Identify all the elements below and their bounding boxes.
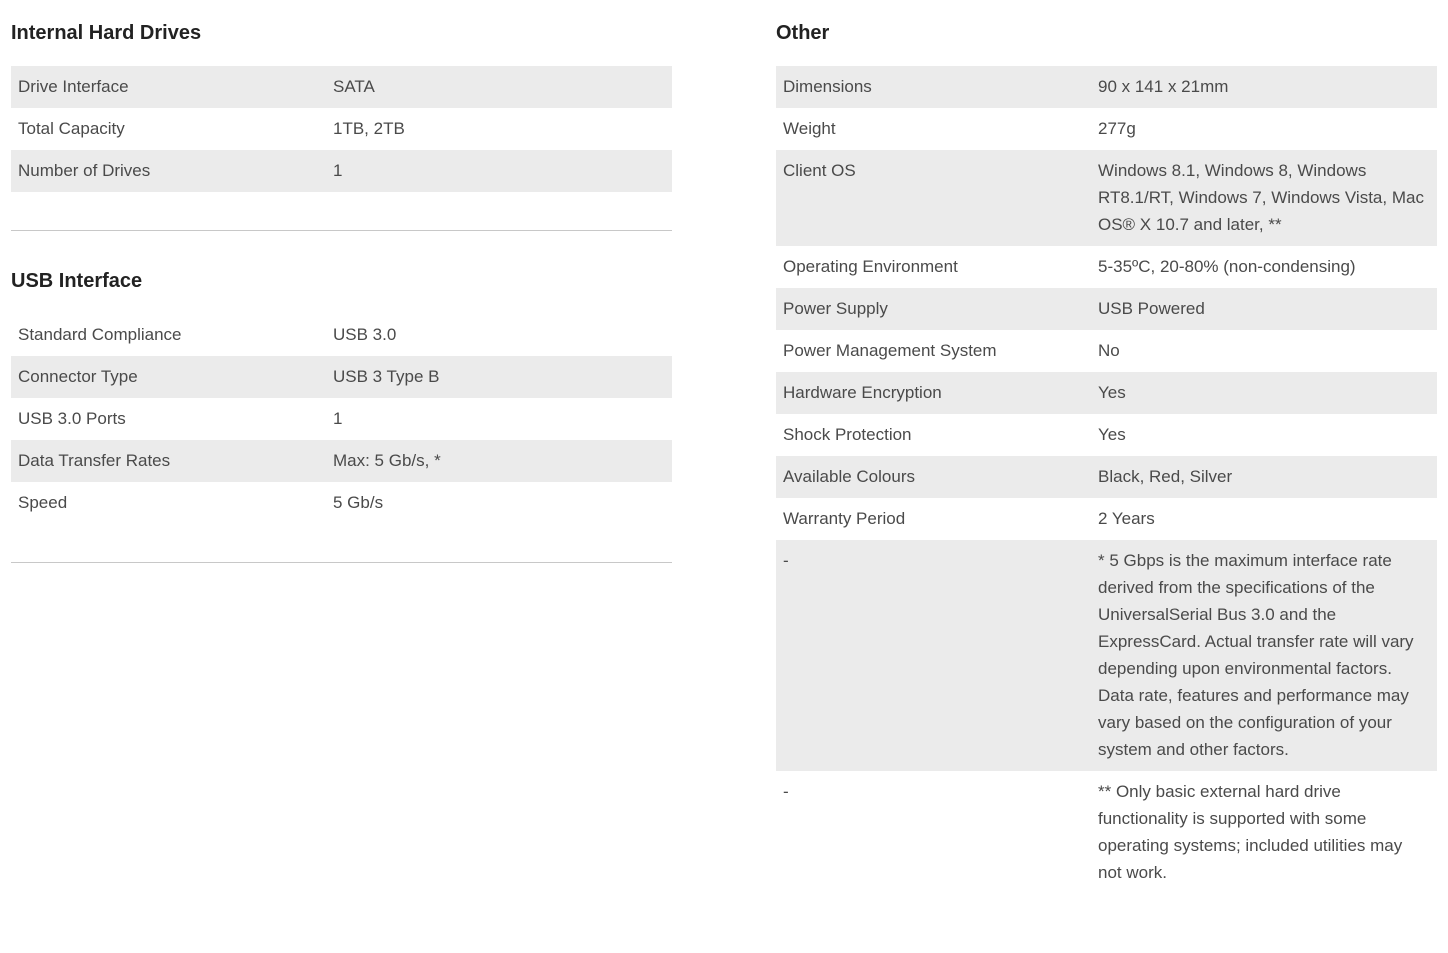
spec-row-weight <box>776 108 1437 150</box>
spec-value: No <box>1091 330 1437 372</box>
right-column <box>776 0 1437 894</box>
spec-row-footnote-2 <box>776 771 1437 894</box>
spec-row-operating-environment <box>776 246 1437 288</box>
spec-value: 5-35ºC, 20-80% (non-condensing) <box>1091 246 1437 288</box>
spec-value: Black, Red, Silver <box>1091 456 1437 498</box>
spec-label: Operating Environment <box>776 246 1091 288</box>
spec-value: 1TB, 2TB <box>326 108 672 150</box>
spec-row-total-capacity <box>11 108 672 150</box>
spec-value: * 5 Gbps is the maximum interface rate derived from the specifications of the UniversalSerial Bus 3.0 and the ExpressCard. Actual transfer rate will vary depending upon environmental factors. Data rate, features and performance may vary based on the configuration of your system and other factors. <box>1091 540 1437 771</box>
spec-value: 5 Gb/s <box>326 482 672 524</box>
spec-row-connector-type <box>11 356 672 398</box>
spec-row-footnote-1 <box>776 540 1437 771</box>
spec-value: Yes <box>1091 414 1437 456</box>
section-title-other: Other <box>776 22 830 44</box>
section-title-usb-interface: USB Interface <box>11 270 143 292</box>
spec-label: Speed <box>11 482 326 524</box>
spec-row-power-supply <box>776 288 1437 330</box>
usb-interface-table <box>11 314 672 524</box>
internal-hard-drives-table <box>11 66 672 192</box>
spec-value: USB Powered <box>1091 288 1437 330</box>
spec-label: Drive Interface <box>11 66 326 108</box>
spec-value: USB 3.0 <box>326 314 672 356</box>
spec-label: Connector Type <box>11 356 326 398</box>
spec-value: ** Only basic external hard drive functionality is supported with some operating systems; included utilities may not work. <box>1091 771 1437 894</box>
spec-value: USB 3 Type B <box>326 356 672 398</box>
spec-row-data-transfer-rates <box>11 440 672 482</box>
spec-label: Power Supply <box>776 288 1091 330</box>
spec-row-usb-ports <box>11 398 672 440</box>
spec-row-shock-protection <box>776 414 1437 456</box>
spec-label: Data Transfer Rates <box>11 440 326 482</box>
left-column <box>11 0 672 563</box>
spec-label: Power Management System <box>776 330 1091 372</box>
spec-row-power-management <box>776 330 1437 372</box>
spec-value: Windows 8.1, Windows 8, Windows RT8.1/RT, Windows 7, Windows Vista, Mac OS® X 10.7 and later, ** <box>1091 150 1437 246</box>
spec-value: 1 <box>326 150 672 192</box>
spec-label: Standard Compliance <box>11 314 326 356</box>
spec-label: Warranty Period <box>776 498 1091 540</box>
spec-label: Total Capacity <box>11 108 326 150</box>
spec-label: Shock Protection <box>776 414 1091 456</box>
other-specs-table <box>776 66 1437 894</box>
spec-row-hardware-encryption <box>776 372 1437 414</box>
spec-label: Number of Drives <box>11 150 326 192</box>
spec-row-standard-compliance <box>11 314 672 356</box>
spec-row-available-colours <box>776 456 1437 498</box>
section-divider <box>11 230 672 231</box>
spec-row-dimensions <box>776 66 1437 108</box>
spec-value: 2 Years <box>1091 498 1437 540</box>
spec-row-speed <box>11 482 672 524</box>
spec-label: Weight <box>776 108 1091 150</box>
spec-value: Yes <box>1091 372 1437 414</box>
spec-row-warranty-period <box>776 498 1437 540</box>
spec-value: 90 x 141 x 21mm <box>1091 66 1437 108</box>
spec-label: - <box>776 540 1091 771</box>
spec-label: Hardware Encryption <box>776 372 1091 414</box>
spec-row-client-os <box>776 150 1437 246</box>
spec-label: USB 3.0 Ports <box>11 398 326 440</box>
spec-value: SATA <box>326 66 672 108</box>
spec-label: - <box>776 771 1091 894</box>
spec-value: 277g <box>1091 108 1437 150</box>
section-title-internal-hard-drives: Internal Hard Drives <box>11 22 202 44</box>
section-divider <box>11 562 672 563</box>
spec-label: Dimensions <box>776 66 1091 108</box>
spec-row-number-of-drives <box>11 150 672 192</box>
spec-value: 1 <box>326 398 672 440</box>
spec-label: Available Colours <box>776 456 1091 498</box>
spec-label: Client OS <box>776 150 1091 246</box>
spec-row-drive-interface <box>11 66 672 108</box>
spec-value: Max: 5 Gb/s, * <box>326 440 672 482</box>
